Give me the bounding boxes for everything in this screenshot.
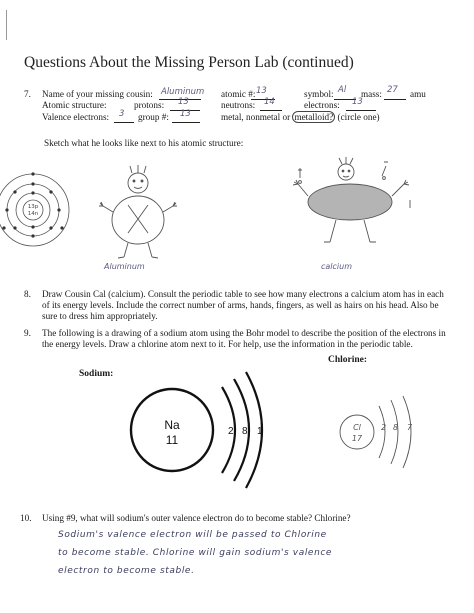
- q7-structure-label: Atomic structure:: [42, 100, 107, 110]
- aluminum-caption: Aluminum: [104, 262, 145, 271]
- sodium-bohr-model: [130, 375, 280, 485]
- chlorine-label: Chlorine:: [328, 355, 368, 365]
- aluminum-shell-1: [16, 193, 50, 227]
- aluminum-sketch: [0, 150, 200, 280]
- q8-number: 8.: [24, 289, 31, 299]
- q7-protons-label: protons:: [134, 100, 165, 110]
- q7-symbol-answer: Al: [338, 85, 347, 95]
- chlorine-shell-3: [403, 396, 411, 468]
- q7-mass-unit: amu: [410, 89, 426, 99]
- chlorine-symbol: Cl: [353, 423, 361, 432]
- calcium-caption: calcium: [321, 262, 353, 271]
- q7-name-label: Name of your missing cousin:: [42, 89, 153, 99]
- q7-number: 7.: [24, 89, 31, 99]
- chlorine-shell-count-3: 7: [407, 423, 413, 432]
- q7-metal-choice: [221, 112, 380, 123]
- q7-neutrons-answer: 14: [264, 97, 275, 107]
- chlorine-shell-count-2: 8: [393, 423, 399, 432]
- q7-group-answer: 13: [180, 109, 191, 119]
- sodium-atomic-number: 11: [165, 433, 179, 447]
- chlorine-shell-2: [391, 400, 398, 464]
- sodium-shell-count-3: 1: [257, 426, 263, 437]
- q7-protons-answer: 13: [178, 97, 189, 107]
- sodium-symbol: Na: [164, 418, 180, 432]
- q7-name-answer: Aluminum: [161, 87, 205, 97]
- margin-mark: [6, 10, 7, 40]
- sodium-shell-count-1: 2: [228, 426, 234, 437]
- chlorine-shell-count-1: 2: [381, 423, 387, 432]
- q7-atomic-label: atomic #:: [221, 89, 256, 99]
- chlorine-nucleus-circle: [340, 415, 374, 449]
- q9-text: The following is a drawing of a sodium atom using the Bohr model to describe the position of the electrons in the energy levels. Draw a chlorine atom next to it. For help, use the information in the periodic table.: [42, 328, 446, 350]
- q7-sketch-prompt: Sketch what he looks like next to his atomic structure:: [44, 138, 244, 148]
- q7-valence-label: Valence electrons:: [42, 112, 110, 122]
- q7-neutrons-label: neutrons:: [221, 100, 256, 110]
- q7-metalloid-circled: metalloid?: [294, 112, 334, 122]
- calcium-stick-figure: [293, 157, 410, 242]
- q9-number: 9.: [24, 328, 31, 338]
- calcium-sketch: [270, 150, 430, 270]
- q10-number: 10.: [20, 513, 32, 523]
- q7-valence-answer: 3: [119, 109, 125, 119]
- q7-symbol-label: symbol:: [304, 89, 334, 99]
- chlorine-atomic-number: 17: [351, 434, 363, 443]
- q7-metal-text-a: metal, nonmetal or: [221, 112, 293, 122]
- q7-electrons-label: electrons:: [304, 100, 340, 110]
- aluminum-nucleus-neutrons: 14n: [27, 211, 39, 217]
- q10-answer-line-3: electron to become stable.: [58, 566, 195, 576]
- sodium-label: Sodium:: [79, 369, 114, 379]
- q7-group-label: group #:: [138, 112, 169, 122]
- chlorine-bohr-model: [335, 392, 455, 472]
- q7-metal-text-b: (circle one): [335, 112, 380, 122]
- q7-atomic-answer: 13: [256, 86, 267, 96]
- aluminum-nucleus: [23, 200, 43, 220]
- q7-electrons-answer: 13: [352, 97, 363, 107]
- sodium-shell-count-2: 8: [242, 426, 248, 437]
- page-title: Questions About the Missing Person Lab (continued): [24, 54, 354, 71]
- q8-text: Draw Cousin Cal (calcium). Consult the periodic table to see how many electrons a calcium atom has in each of its energy levels. Include the correct number of arms, hands, fingers, as well as hairs on his head. Also be sure to dress him appropriately.: [42, 289, 444, 322]
- q7-mass-answer: 27: [387, 85, 398, 95]
- q7-mass-label: mass:: [361, 89, 382, 99]
- aluminum-stick-figure: [99, 165, 177, 258]
- chlorine-shell-1: [379, 406, 385, 458]
- q10-answer-line-2: to become stable. Chlorine will gain sodium's valence: [58, 548, 333, 558]
- q10-text: Using #9, what will sodium's outer valence electron do to become stable? Chlorine?: [42, 513, 351, 523]
- q10-answer-line-1: Sodium's valence electron will be passed to Chlorine: [58, 530, 327, 540]
- aluminum-nucleus-protons: 13p: [27, 204, 39, 210]
